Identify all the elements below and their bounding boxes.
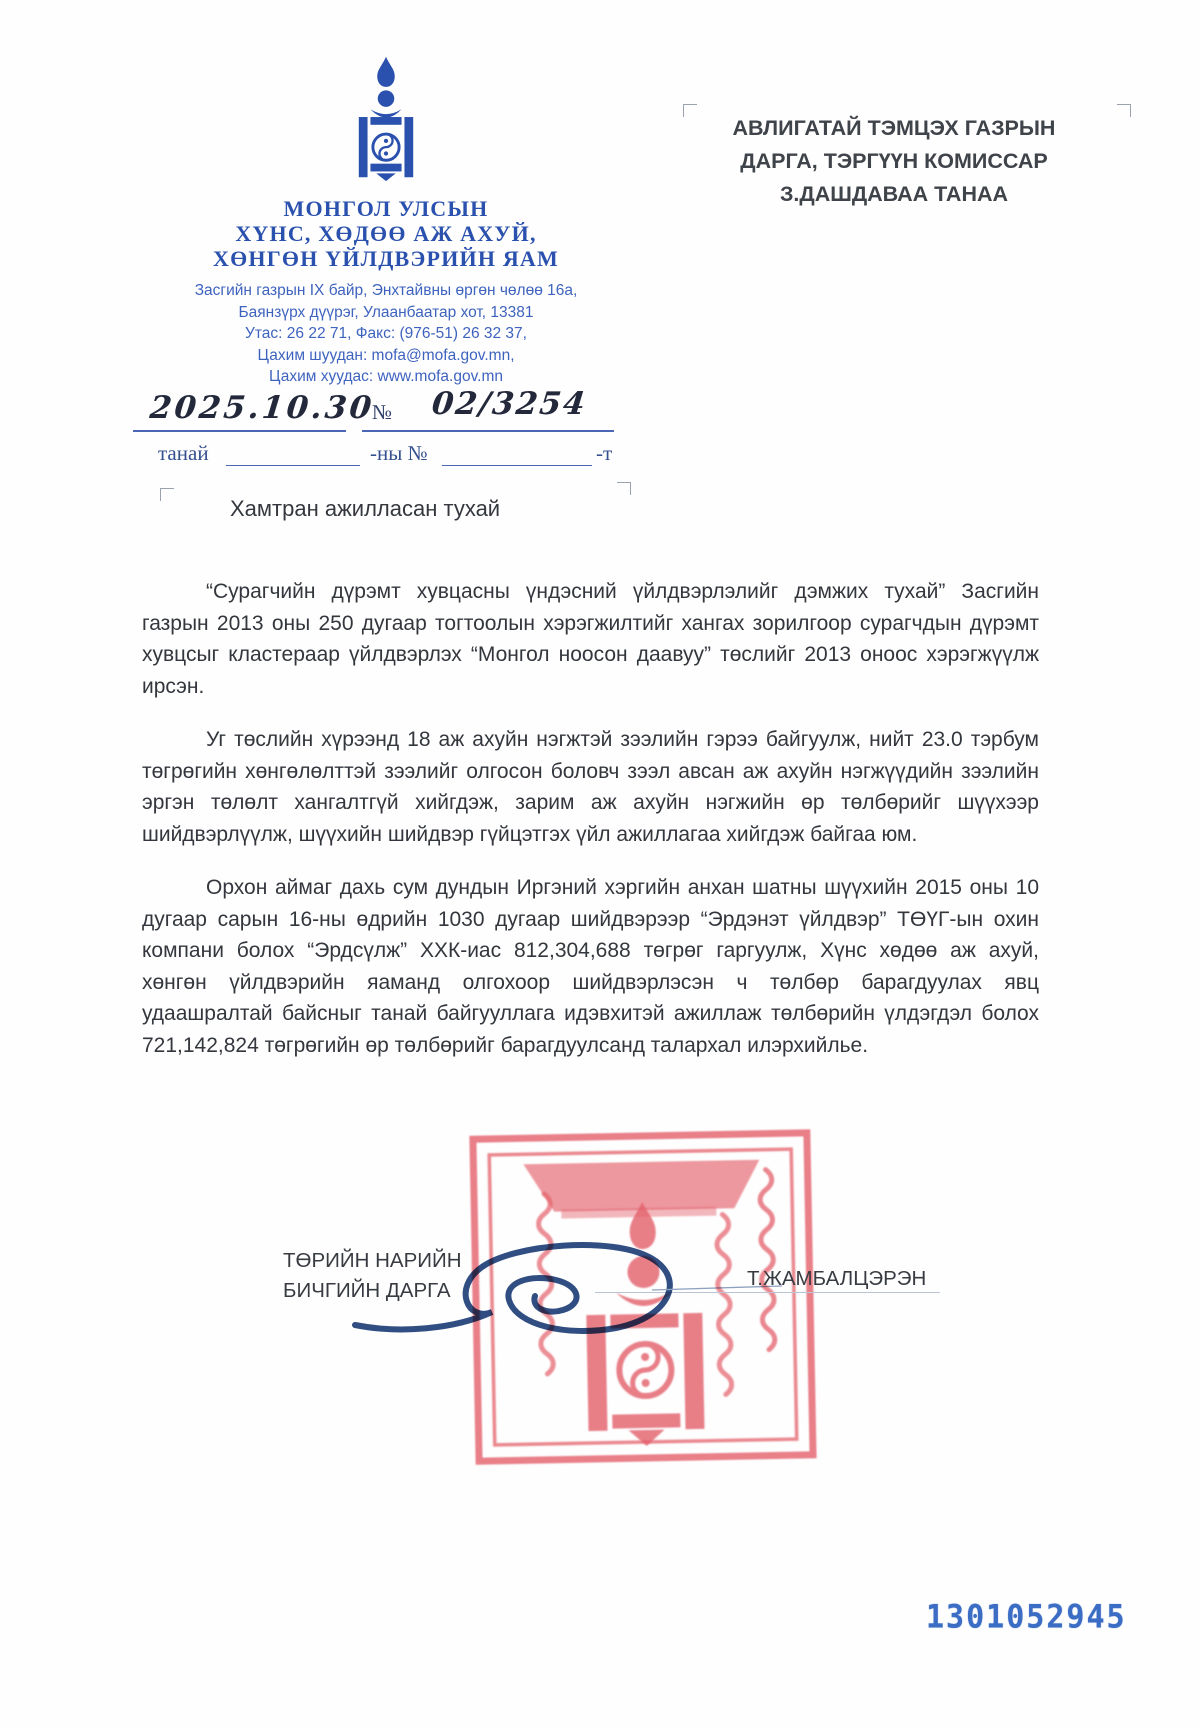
paragraph: “Сурагчийн дүрэмт хувцасны үндэсний үйлдвэрлэлийг дэмжих тухай” Засгийн газрын 2013 оны 250 дугаар тогтоолын хэрэгжилтийг хангах зорилгоор сурагчдын дүрэмт хувцсыг кластераар үйлдвэрлэх “Монгол ноосон даавуу” төслийг 2013 оноос хэрэгжүүлж ирсэн.	[142, 580, 1039, 698]
your-ref-underline-1	[226, 465, 360, 466]
recipient-corner-mark-right	[1117, 104, 1131, 117]
recipient-line: З.ДАШДАВАА ТАНАА	[779, 182, 1009, 206]
your-ref-underline-2	[442, 465, 592, 466]
soyombo-emblem-icon	[352, 54, 420, 182]
org-name-line: ХӨНГӨН ҮЙЛДВЭРИЙН ЯАМ	[213, 246, 559, 271]
org-name-line: МОНГОЛ УЛСЫН	[283, 196, 489, 221]
handwritten-doc-number: 02/3254	[430, 386, 589, 422]
address-line: Баянзүрх дүүрэг, Улаанбаатар хот, 13381	[238, 303, 534, 321]
signer-title-line: ТӨРИЙН НАРИЙН	[283, 1249, 462, 1272]
paragraph: Орхон аймаг дахь сум дундын Иргэний хэргийн анхан шатны шүүхийн 2015 оны 10 дугаар сарын 16-ны өдрийн 1030 дугаар шийдвэрээр “Эрдэнэт үйлдвэр” ТӨҮГ-ын охин компани болох “Эрдсүлж” ХХК-иас 812,304,688 төгрөг гаргуулж, Хүнс хөдөө аж ахуй, хөнгөн үйлдвэрийн яаманд олгохоор шийдвэрлэсэн ч төлбөр барагдуулах явц удаашралтай байсныг танай байгууллага идэвхитэй ажиллаж төлбөрийн үлдэгдэл болох 721,142,824 төгрөгийн өр төлбөрийг барагдуулсанд талархал илэрхийлье.	[142, 876, 1039, 1057]
recipient-address	[705, 112, 1083, 211]
subject-corner-mark-left	[160, 488, 174, 501]
org-name	[136, 196, 636, 271]
your-ref-suffix: -т	[596, 441, 613, 465]
date-underline	[133, 430, 346, 432]
your-ref-middle: -ны №	[370, 441, 428, 465]
handwritten-signature	[330, 1230, 790, 1350]
paragraph: Уг төслийн хүрээнд 18 аж ахуйн нэгжтэй зээлийн гэрээ байгуулж, нийт 23.0 тэрбум төгрөгийн хөнгөлөлттэй зээлийг олгосон боловч зээл авсан аж ахуйн нэгжүүдийн зээлийн эргэн төлөлт хангалтгүй хийгдэж, зарим аж ахуйн нэгжийн өр төлбөрийг шүүхээр шийдвэрлүүлж, шүүхийн шийдвэр гүйцэтгэх үйл ажиллагаа хийгдэж байгаа юм.	[142, 728, 1039, 846]
recipient-line: ДАРГА, ТЭРГҮҮН КОМИССАР	[740, 149, 1048, 173]
org-name-line: ХҮНС, ХӨДӨӨ АЖ АХУЙ,	[235, 221, 537, 246]
address-line: Цахим хуудас: www.mofa.gov.mn	[268, 368, 504, 385]
letter-body	[142, 576, 1039, 1083]
org-address	[136, 280, 636, 388]
address-line: Цахим шуудан: mofa@mofa.gov.mn,	[257, 346, 515, 364]
address-line: Засгийн газрын IX байр, Энхтайвны өргөн чөлөө 16а,	[194, 282, 578, 299]
subject-line: Хамтран ажилласан тухай	[230, 496, 501, 521]
handwritten-date: 2025.10.30	[148, 390, 377, 426]
subject-corner-mark-right	[617, 482, 631, 495]
address-line: Утас: 26 22 71, Факс: (976-51) 26 32 37,	[245, 325, 527, 342]
number-underline	[362, 430, 614, 432]
registration-serial-number: 1301052945	[926, 1598, 1127, 1637]
your-ref-prefix: танай	[158, 441, 209, 465]
signer-title-line: БИЧГИЙН ДАРГА	[283, 1279, 451, 1302]
number-sign-label: №	[372, 400, 393, 424]
recipient-corner-mark-left	[683, 104, 697, 117]
signer-name: Т.ЖАМБАЛЦЭРЭН	[747, 1267, 927, 1290]
recipient-line: АВЛИГАТАЙ ТЭМЦЭХ ГАЗРЫН	[732, 116, 1056, 140]
